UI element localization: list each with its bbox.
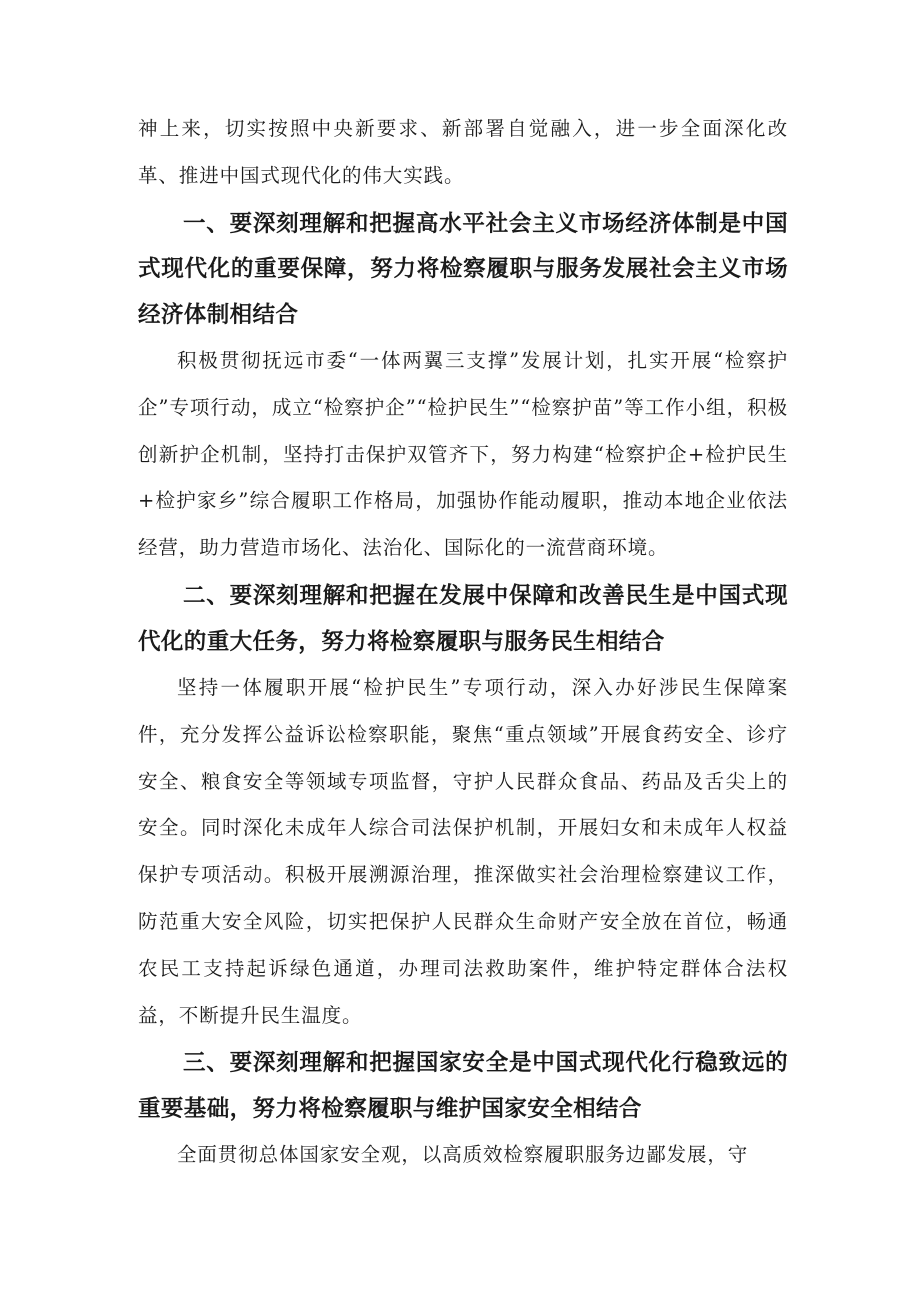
section-2: [138, 574, 788, 1039]
section-2-paragraph: 坚持一体履职开展“检护民生”专项行动，深入办好涉民生保障案件，充分发挥公益诉讼检察职能，聚焦“重点领域”开展食药安全、诊疗安全、粮食安全等领域专项监督，守护人民群众食品、药品及舌尖上的安全。同时深化未成年人综合司法保护机制，开展妇女和未成年人权益保护专项活动。积极开展溯源治理，推深做实社会治理检察建议工作，防范重大安全风险，切实把保护人民群众生命财产安全放在首位，畅通农民工支持起诉绿色通道，办理司法救助案件，维护特定群体合法权益，不断提升民生温度。: [138, 676, 788, 1027]
section-2-heading: 二、要深刻理解和把握在发展中保障和改善民生是中国式现代化的重大任务，努力将检察履职与服务民生相结合: [138, 583, 788, 655]
section-3-paragraph: 全面贯彻总体国家安全观，以高质效检察履职服务边鄙发展，守: [177, 1143, 749, 1167]
section-1-paragraph: 积极贯彻抚远市委“一体两翼三支撑”发展计划，扎实开展“检察护企”专项行动，成立“检察护企”“检护民生”“检察护苗”等工作小组，积极创新护企机制，坚持打击保护双管齐下，努力构建“检察护企+检护民生+检护家乡”综合履职工作格局，加强协作能动履职，推动本地企业依法经营，助力营造市场化、法治化、国际化的一流营商环境。: [138, 349, 788, 560]
section-1-heading: 一、要深刻理解和把握高水平社会主义市场经济体制是中国式现代化的重要保障，努力将检察履职与服务发展社会主义市场经济体制相结合: [138, 210, 788, 328]
section-3: [138, 1041, 788, 1179]
section-1: [138, 202, 788, 572]
intro-paragraph: 神上来，切实按照中央新要求、新部署自觉融入，进一步全面深化改革、推进中国式现代化的伟大实践。: [138, 117, 788, 187]
section-3-heading: 三、要深刻理解和把握国家安全是中国式现代化行稳致远的重要基础，努力将检察履职与维护国家安全相结合: [138, 1050, 788, 1122]
